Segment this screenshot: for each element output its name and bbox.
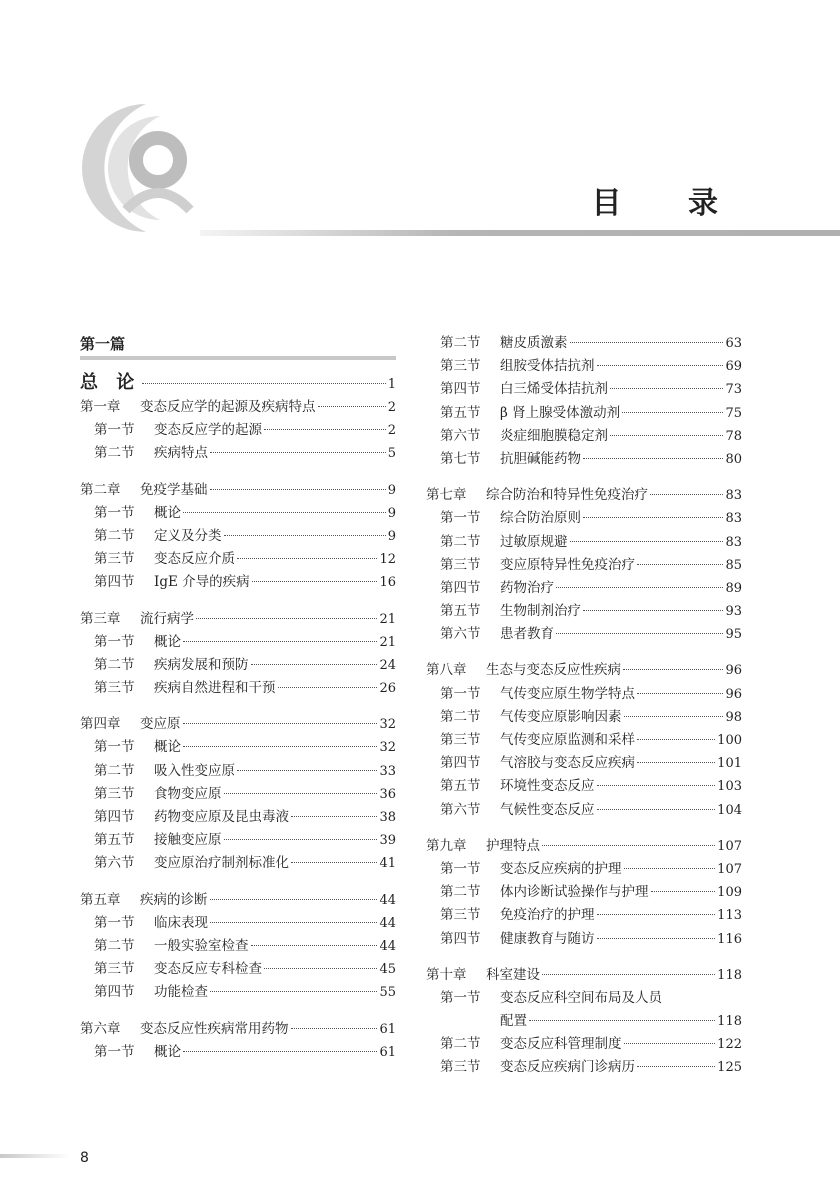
- leader-dots: [183, 1051, 377, 1052]
- entry-page: 36: [379, 786, 396, 802]
- entry-title: 生态与变态反应性疾病: [486, 662, 621, 679]
- entry-page: 89: [725, 580, 742, 596]
- leader-dots: [637, 564, 723, 565]
- entry-number: 第四节: [440, 755, 481, 772]
- entry-number: 第三节: [94, 680, 135, 697]
- entry-title: 糖皮质激素: [500, 335, 568, 351]
- entry-page: 5: [387, 446, 396, 462]
- entry-page: 109: [717, 885, 742, 901]
- entry-title: 变态反应学的起源: [154, 422, 262, 439]
- entry-number: 第三节: [94, 961, 135, 978]
- leader-dots: [650, 494, 723, 495]
- entry-page: 16: [379, 575, 396, 591]
- entry-title: 抗胆碱能药物: [500, 450, 581, 467]
- leader-dots: [278, 687, 378, 688]
- toc-section-entry[interactable]: [80, 654, 396, 677]
- entry-title: IgE 介导的疾病: [154, 574, 250, 591]
- entry-title: 概论: [154, 633, 181, 650]
- toc-section-entry[interactable]: [426, 378, 742, 401]
- toc-section-entry[interactable]: [426, 683, 742, 706]
- leader-dots: [624, 868, 716, 869]
- entry-number: 第六节: [440, 626, 481, 643]
- entry-number: 第二章: [80, 481, 121, 498]
- entry-title: 疾病特点: [154, 445, 208, 462]
- toc-chapter-entry[interactable]: [80, 1018, 396, 1041]
- leader-dots: [597, 938, 716, 939]
- leader-dots: [183, 746, 377, 747]
- toc-section-entry[interactable]: [426, 775, 742, 798]
- toc-section-entry[interactable]: [426, 752, 742, 775]
- entry-title: 变态反应专科检查: [154, 961, 262, 978]
- entry-title: 体内诊断试验操作与护理: [500, 884, 649, 901]
- entry-page: 33: [379, 763, 396, 779]
- toc-section-entry[interactable]: [426, 402, 742, 425]
- leader-dots: [624, 1043, 716, 1044]
- entry-title: 配置: [500, 1013, 527, 1030]
- leader-dots: [597, 365, 724, 366]
- entry-page: 61: [379, 1021, 396, 1037]
- entry-title: 组胺受体拮抗剂: [500, 358, 595, 375]
- entry-title: 气溶胶与变态反应疾病: [500, 755, 635, 772]
- entry-number: 第五章: [80, 891, 121, 908]
- entry-page: 9: [387, 482, 396, 498]
- entry-page: 125: [717, 1060, 742, 1076]
- entry-title: 气传变应原监测和采样: [500, 732, 635, 748]
- toc-right-entries: [426, 332, 742, 1080]
- head-logo-icon: [76, 98, 206, 238]
- leader-dots: [651, 891, 716, 892]
- leader-dots: [610, 435, 723, 436]
- entry-number: 第二节: [440, 708, 481, 725]
- toc-section-entry[interactable]: [426, 554, 742, 577]
- entry-number: 第三节: [440, 732, 481, 748]
- entry-page: 26: [379, 681, 396, 697]
- entry-page: 12: [379, 552, 396, 568]
- entry-title: 生物制剂治疗: [500, 603, 581, 620]
- entry-title: 概论: [154, 504, 181, 521]
- entry-page: 78: [725, 428, 742, 444]
- leader-dots: [264, 429, 386, 430]
- page-title: 目 录: [591, 186, 746, 221]
- entry-title: 药物治疗: [500, 579, 554, 596]
- leader-dots: [583, 610, 723, 611]
- entry-title: 免疫治疗的护理: [500, 907, 595, 924]
- entry-page: 44: [379, 938, 396, 954]
- toc-section-entry[interactable]: [426, 355, 742, 378]
- leader-dots: [318, 406, 386, 407]
- toc-section-entry[interactable]: [80, 525, 396, 548]
- entry-title: 健康教育与随访: [500, 930, 595, 947]
- entry-number: 第二节: [440, 335, 481, 351]
- entry-page: 118: [717, 1014, 742, 1030]
- leader-dots: [237, 770, 377, 771]
- entry-page: 113: [717, 908, 742, 924]
- toc-left-column: [80, 332, 396, 1064]
- leader-dots: [252, 581, 378, 582]
- entry-page: 83: [725, 511, 742, 527]
- entry-number: 第六章: [80, 1020, 121, 1037]
- entry-title: 科室建设: [486, 966, 540, 983]
- part-title-row[interactable]: [80, 370, 396, 396]
- entry-title: 气传变应原影响因素: [500, 708, 622, 725]
- entry-number: 第二节: [94, 445, 135, 462]
- toc-section-entry[interactable]: [80, 935, 396, 958]
- toc-section-entry[interactable]: [80, 736, 396, 759]
- entry-title: 吸入性变应原: [154, 762, 235, 779]
- toc-chapter-entry[interactable]: [80, 396, 396, 419]
- toc-section-entry[interactable]: [80, 571, 396, 594]
- entry-number: 第一节: [94, 1043, 135, 1060]
- entry-number: 第二节: [94, 527, 135, 544]
- entry-page: 93: [725, 604, 742, 620]
- entry-number: 第三节: [440, 907, 481, 924]
- leader-dots: [637, 1066, 715, 1067]
- part-page: 1: [387, 377, 396, 392]
- leader-dots: [583, 517, 723, 518]
- entry-page: 39: [379, 833, 396, 849]
- leader-dots: [210, 991, 377, 992]
- toc-section-entry[interactable]: [80, 852, 396, 875]
- toc-chapter-entry[interactable]: [80, 479, 396, 502]
- entry-title: 变态反应学的起源及疾病特点: [140, 399, 316, 415]
- entry-title: 疾病发展和预防: [154, 656, 249, 673]
- toc-section-entry[interactable]: [80, 958, 396, 981]
- entry-title: 疾病的诊断: [140, 891, 208, 908]
- entry-number: 第一节: [94, 422, 135, 439]
- toc-chapter-entry[interactable]: [80, 608, 396, 631]
- entry-title: 变应原特异性免疫治疗: [500, 556, 635, 573]
- entry-number: 第五节: [440, 603, 481, 620]
- entry-title: 免疫学基础: [140, 481, 208, 498]
- entry-number: 第七章: [426, 487, 467, 504]
- leader-dots: [224, 793, 378, 794]
- leader-dots: [183, 641, 377, 642]
- entry-number: 第一章: [80, 399, 121, 415]
- leader-dots: [210, 452, 386, 453]
- toc-section-entry[interactable]: [426, 531, 742, 554]
- toc-right-column: [426, 332, 742, 1080]
- page-number: 8: [80, 1150, 89, 1166]
- leader-dots: [570, 541, 724, 542]
- entry-page: 2: [387, 423, 396, 439]
- entry-page: 9: [387, 505, 396, 521]
- entry-title: 白三烯受体拮抗剂: [500, 381, 608, 398]
- entry-page: 61: [379, 1044, 396, 1060]
- entry-page: 69: [725, 359, 742, 375]
- entry-title: 变态反应性疾病常用药物: [140, 1020, 289, 1037]
- leader-dots: [556, 633, 723, 634]
- leader-dots: [251, 664, 378, 665]
- entry-page: 24: [379, 657, 396, 673]
- toc-section-entry[interactable]: [426, 881, 742, 904]
- entry-number: 第二节: [94, 656, 135, 673]
- entry-page: 73: [725, 382, 742, 398]
- toc-section-entry[interactable]: [426, 600, 742, 623]
- toc-section-entry[interactable]: [426, 1033, 742, 1056]
- entry-number: 第二节: [94, 762, 135, 779]
- entry-title: 食物变应原: [154, 785, 222, 802]
- entry-title: 变态反应科空间布局及人员: [500, 989, 662, 1006]
- leader-dots: [196, 618, 377, 619]
- entry-title: 综合防治和特异性免疫治疗: [486, 487, 648, 504]
- entry-number: 第四节: [94, 574, 135, 591]
- entry-number: 第一节: [440, 989, 481, 1006]
- entry-page: 104: [717, 802, 742, 818]
- toc-section-entry[interactable]: [426, 425, 742, 448]
- toc-section-entry[interactable]: [80, 442, 396, 465]
- toc-section-entry[interactable]: [426, 729, 742, 752]
- toc-section-entry[interactable]: [426, 1056, 742, 1079]
- toc-section-entry[interactable]: [426, 332, 742, 355]
- entry-title: 环境性变态反应: [500, 778, 595, 795]
- entry-page: 38: [379, 810, 396, 825]
- leader-dots: [142, 383, 385, 384]
- entry-number: 第七节: [440, 450, 481, 467]
- leader-dots: [623, 669, 723, 670]
- toc-section-entry[interactable]: [80, 829, 396, 852]
- entry-number: 第三节: [440, 1059, 481, 1076]
- leader-dots: [622, 412, 723, 413]
- leader-dots: [251, 945, 378, 946]
- toc-section-entry[interactable]: [426, 987, 742, 1010]
- entry-number: 第一节: [440, 685, 481, 702]
- entry-page: 118: [717, 967, 742, 983]
- entry-page: 80: [725, 451, 742, 467]
- entry-title: 接触变应原: [154, 832, 222, 849]
- entry-page: 55: [379, 985, 396, 1001]
- footer-rule: [0, 1154, 70, 1158]
- toc-section-entry[interactable]: [80, 631, 396, 654]
- entry-page: 21: [379, 611, 396, 627]
- entry-page: 44: [379, 915, 396, 931]
- entry-title: 气传变应原生物学特点: [500, 685, 635, 702]
- entry-number: 第六节: [440, 801, 481, 818]
- leader-dots: [264, 968, 377, 969]
- toc-section-entry[interactable]: [426, 577, 742, 600]
- toc-section-entry[interactable]: [80, 912, 396, 935]
- entry-title: 变应原治疗制剂标准化: [154, 855, 289, 872]
- entry-title: 炎症细胞膜稳定剂: [500, 427, 608, 444]
- entry-number: 第九章: [426, 837, 467, 854]
- entry-number: 第十章: [426, 966, 467, 983]
- entry-page: 45: [379, 962, 396, 978]
- entry-number: 第三章: [80, 610, 121, 627]
- entry-page: 101: [717, 756, 742, 772]
- entry-number: 第四节: [94, 984, 135, 1001]
- entry-number: 第三节: [94, 785, 135, 802]
- entry-number: 第一节: [94, 504, 135, 521]
- leader-dots: [637, 762, 715, 763]
- toc-chapter-entry[interactable]: [426, 659, 742, 682]
- toc-section-entry[interactable]: [426, 799, 742, 822]
- leader-dots: [583, 458, 723, 459]
- entry-number: 第四节: [94, 809, 135, 825]
- entry-page: 85: [725, 557, 742, 573]
- toc-section-entry[interactable]: [426, 904, 742, 927]
- leader-dots: [210, 899, 378, 900]
- toc-section-entry[interactable]: [426, 1010, 742, 1033]
- entry-title: 变态反应疾病的护理: [500, 860, 622, 877]
- entry-page: 75: [725, 405, 742, 421]
- leader-dots: [237, 558, 377, 559]
- part-title: 总 论: [80, 372, 141, 393]
- entry-number: 第一节: [94, 633, 135, 650]
- entry-number: 第四节: [440, 381, 481, 398]
- leader-dots: [210, 489, 386, 490]
- toc-left-entries: [80, 396, 396, 1064]
- entry-page: 96: [725, 686, 742, 702]
- entry-number: 第五节: [94, 832, 135, 849]
- entry-title: 疾病自然进程和干预: [154, 680, 276, 697]
- toc-section-entry[interactable]: [426, 507, 742, 530]
- entry-page: 44: [379, 892, 396, 908]
- entry-title: 功能检查: [154, 984, 208, 1001]
- toc-chapter-entry[interactable]: [426, 964, 742, 987]
- leader-dots: [224, 839, 378, 840]
- entry-page: 2: [387, 400, 396, 415]
- entry-title: 一般实验室检查: [154, 937, 249, 954]
- leader-dots: [291, 816, 377, 817]
- entry-title: 流行病学: [140, 610, 194, 627]
- entry-page: 100: [717, 733, 742, 748]
- entry-number: 第六节: [94, 855, 135, 872]
- entry-number: 第一节: [94, 914, 135, 931]
- entry-number: 第二节: [440, 533, 481, 550]
- entry-title: 概论: [154, 1043, 181, 1060]
- leader-dots: [542, 845, 715, 846]
- toc-section-entry[interactable]: [80, 806, 396, 829]
- leader-dots: [637, 739, 715, 740]
- leader-dots: [291, 1028, 378, 1029]
- leader-dots: [597, 785, 716, 786]
- entry-title: 护理特点: [486, 837, 540, 854]
- toc-section-entry[interactable]: [80, 783, 396, 806]
- toc-section-entry[interactable]: [80, 677, 396, 700]
- entry-title: 临床表现: [154, 914, 208, 931]
- entry-page: 95: [725, 627, 742, 643]
- entry-title: 药物变应原及昆虫毒液: [154, 809, 289, 825]
- entry-title: 综合防治原则: [500, 510, 581, 527]
- entry-title: 变态反应介质: [154, 551, 235, 568]
- toc-section-entry[interactable]: [426, 928, 742, 951]
- toc-section-entry[interactable]: [80, 760, 396, 783]
- entry-number: 第四章: [80, 716, 121, 733]
- leader-dots: [597, 809, 716, 810]
- entry-page: 98: [725, 709, 742, 725]
- entry-number: 第一节: [440, 860, 481, 877]
- part-label: 第一篇: [80, 332, 396, 360]
- leader-dots: [529, 1020, 715, 1021]
- toc-chapter-entry[interactable]: [426, 484, 742, 507]
- entry-title: 定义及分类: [154, 527, 222, 544]
- entry-number: 第二节: [440, 1036, 481, 1053]
- entry-title: 概论: [154, 739, 181, 756]
- leader-dots: [570, 342, 724, 343]
- toc-section-entry[interactable]: [426, 623, 742, 646]
- leader-dots: [637, 693, 723, 694]
- leader-dots: [291, 862, 377, 863]
- leader-dots: [556, 587, 723, 588]
- entry-number: 第三节: [94, 551, 135, 568]
- entry-title: 过敏原规避: [500, 533, 568, 550]
- entry-number: 第一节: [94, 739, 135, 756]
- leader-dots: [610, 388, 723, 389]
- toc-section-entry[interactable]: [426, 858, 742, 881]
- leader-dots: [597, 914, 716, 915]
- entry-number: 第五节: [440, 404, 481, 421]
- entry-number: 第四节: [440, 579, 481, 596]
- toc-section-entry[interactable]: [426, 448, 742, 471]
- entry-page: 83: [725, 488, 742, 504]
- entry-page: 63: [725, 336, 742, 351]
- entry-title: β 肾上腺受体激动剂: [500, 404, 621, 421]
- entry-title: 变态反应科管理制度: [500, 1036, 622, 1053]
- toc-chapter-entry[interactable]: [80, 713, 396, 736]
- header-rule: [200, 230, 840, 236]
- leader-dots: [624, 716, 724, 717]
- entry-page: 107: [717, 838, 742, 854]
- entry-title: 气候性变态反应: [500, 801, 595, 818]
- toc-section-entry[interactable]: [80, 981, 396, 1004]
- leader-dots: [224, 535, 386, 536]
- entry-title: 患者教育: [500, 626, 554, 643]
- entry-page: 21: [379, 634, 396, 650]
- entry-title: 变态反应疾病门诊病历: [500, 1059, 635, 1076]
- leader-dots: [542, 974, 715, 975]
- entry-number: 第一节: [440, 510, 481, 527]
- entry-page: 96: [725, 663, 742, 679]
- entry-number: 第三节: [440, 358, 481, 375]
- toc-section-entry[interactable]: [80, 419, 396, 442]
- entry-page: 9: [387, 528, 396, 544]
- entry-number: 第三节: [440, 556, 481, 573]
- toc-section-entry[interactable]: [80, 502, 396, 525]
- entry-number: 第八章: [426, 662, 467, 679]
- toc-section-entry[interactable]: [80, 548, 396, 571]
- entry-page: 83: [725, 534, 742, 550]
- entry-number: 第四节: [440, 930, 481, 947]
- entry-page: 32: [379, 740, 396, 756]
- entry-number: 第六节: [440, 427, 481, 444]
- entry-number: 第二节: [440, 884, 481, 901]
- entry-title: 变应原: [140, 716, 181, 733]
- leader-dots: [210, 922, 377, 923]
- entry-number: 第二节: [94, 937, 135, 954]
- entry-page: 116: [717, 931, 742, 947]
- entry-page: 122: [717, 1037, 742, 1053]
- entry-page: 107: [717, 861, 742, 877]
- toc-section-entry[interactable]: [80, 1041, 396, 1064]
- toc-chapter-entry[interactable]: [80, 889, 396, 912]
- toc-chapter-entry[interactable]: [426, 835, 742, 858]
- leader-dots: [183, 512, 386, 513]
- leader-dots: [183, 723, 378, 724]
- entry-page: 103: [717, 779, 742, 795]
- entry-page: 32: [379, 717, 396, 733]
- entry-page: 41: [379, 856, 396, 872]
- toc-section-entry[interactable]: [426, 706, 742, 729]
- entry-number: 第五节: [440, 778, 481, 795]
